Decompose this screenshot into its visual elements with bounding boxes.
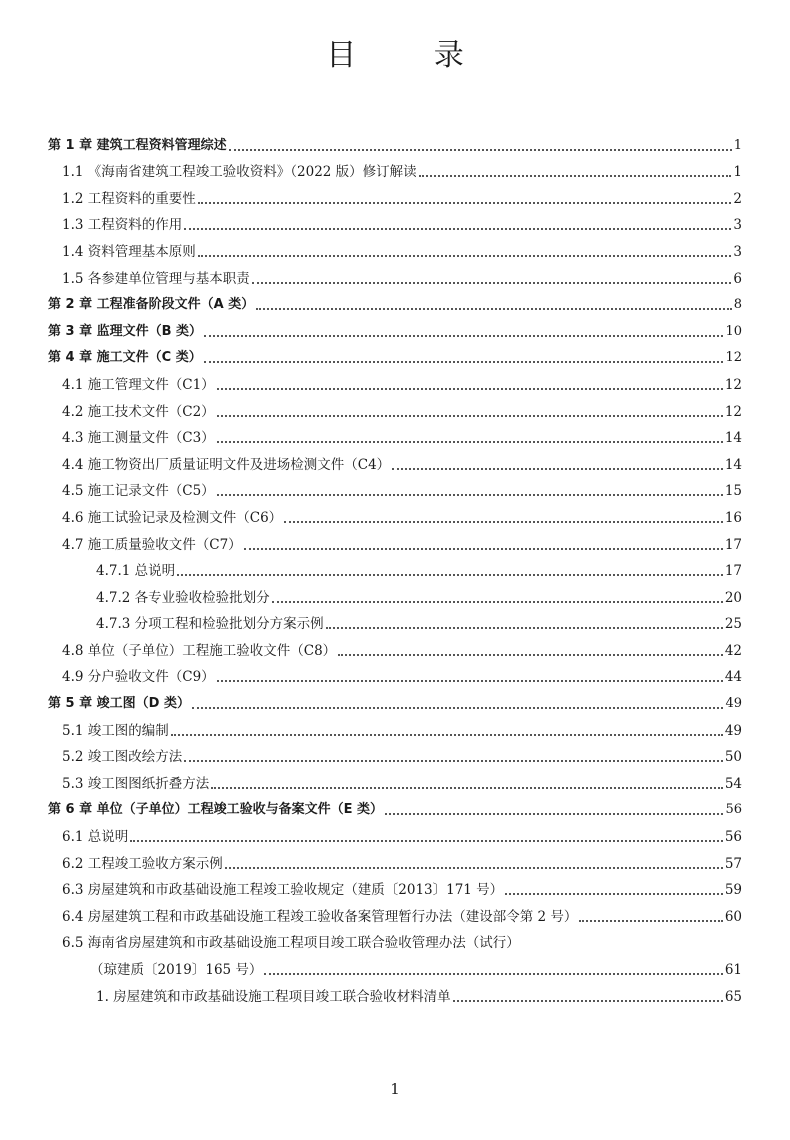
toc-entry-label: 1.5 各参建单位管理与基本职责 xyxy=(62,270,250,287)
toc-entry-label: 6.4 房屋建筑工程和市政基础设施工程竣工验收备案管理暂行办法（建设部令第 2 号） xyxy=(62,908,578,925)
toc-entry-label: 6.2 工程竣工验收方案示例 xyxy=(62,855,223,872)
toc-entry-label: 6.3 房屋建筑和市政基础设施工程竣工验收规定（建质〔2013〕171 号） xyxy=(62,882,504,899)
dot-leader xyxy=(256,308,732,310)
toc-entry[interactable] xyxy=(48,421,742,448)
toc-entry[interactable] xyxy=(48,181,742,208)
dot-leader xyxy=(204,335,723,337)
toc-entry-page: 14 xyxy=(724,456,742,473)
dot-leader xyxy=(579,920,722,922)
dot-leader xyxy=(184,760,723,762)
toc-entry[interactable] xyxy=(48,527,742,554)
toc-entry-label: 第 3 章 监理文件（B 类） xyxy=(48,323,203,339)
dot-leader xyxy=(225,867,723,869)
toc-entry-label: 第 2 章 工程准备阶段文件（A 类） xyxy=(48,297,255,313)
toc-entry[interactable] xyxy=(48,367,742,394)
toc-entry-page: 10 xyxy=(725,323,742,339)
toc-entry[interactable] xyxy=(48,660,742,687)
toc-entry[interactable] xyxy=(48,474,742,501)
page-title: 目 录 xyxy=(326,38,498,73)
toc-entry-page: 50 xyxy=(724,749,742,766)
dot-leader xyxy=(264,973,722,975)
toc-entry[interactable] xyxy=(48,713,742,740)
toc-entry-label: 第 4 章 施工文件（C 类） xyxy=(48,350,202,366)
toc-entry[interactable] xyxy=(48,633,742,660)
toc-entry-label: 5.1 竣工图的编制 xyxy=(62,722,169,739)
toc-entry-label: 1.2 工程资料的重要性 xyxy=(62,190,196,207)
toc-entry-page: 14 xyxy=(724,430,742,447)
toc-entry-page: 65 xyxy=(724,988,742,1005)
toc-entry-label: 1.3 工程资料的作用 xyxy=(62,217,183,234)
toc-entry-label: 1.4 资料管理基本原则 xyxy=(62,243,196,260)
toc-entry-label: 5.3 竣工图图纸折叠方法 xyxy=(62,775,210,792)
dot-leader xyxy=(211,787,723,789)
toc-entry-label: 第 5 章 竣工图（D 类） xyxy=(48,696,190,712)
toc-entry[interactable] xyxy=(48,819,742,846)
toc-entry-label: 1. 房屋建筑和市政基础设施工程项目竣工联合验收材料清单 xyxy=(96,988,451,1005)
toc-entry-page: 3 xyxy=(733,217,742,234)
toc-entry-label: 4.6 施工试验记录及检测文件（C6） xyxy=(62,509,283,526)
toc-entry-page: 17 xyxy=(724,536,742,553)
dot-leader xyxy=(198,202,732,204)
dot-leader xyxy=(217,415,723,417)
toc-entry-page: 49 xyxy=(724,722,742,739)
toc-entry-label: 4.3 施工测量文件（C3） xyxy=(62,430,215,447)
page-number: 1 xyxy=(390,1080,400,1098)
toc-entry[interactable] xyxy=(48,686,742,713)
toc-entry-page: 3 xyxy=(733,243,742,260)
toc-entry-label: 5.2 竣工图改绘方法 xyxy=(62,749,183,766)
toc-entry[interactable] xyxy=(48,128,742,155)
toc-entry[interactable] xyxy=(48,873,742,900)
toc-entry[interactable] xyxy=(48,288,742,315)
toc-entry-label: 4.7.1 总说明 xyxy=(96,563,176,580)
toc-entry-label: 4.4 施工物资出厂质量证明文件及进场检测文件（C4） xyxy=(62,456,391,473)
table-of-contents xyxy=(48,128,742,1006)
toc-entry-page: 56 xyxy=(725,802,742,818)
dot-leader xyxy=(326,627,723,629)
dot-leader xyxy=(217,441,723,443)
toc-entry-label: 4.7.2 各专业验收检验批划分 xyxy=(96,589,270,606)
toc-entry-page: 25 xyxy=(724,616,742,633)
toc-entry-page: 56 xyxy=(724,829,742,846)
toc-entry-page: 60 xyxy=(724,908,742,925)
toc-entry-label: 1.1 《海南省建筑工程竣工验收资料》（2022 版）修订解读 xyxy=(62,164,417,181)
toc-entry-page: 42 xyxy=(724,642,742,659)
toc-entry-page: 12 xyxy=(725,350,742,366)
toc-entry-label: 4.7 施工质量验收文件（C7） xyxy=(62,536,242,553)
dot-leader xyxy=(272,601,723,603)
dot-leader xyxy=(217,680,723,682)
toc-entry[interactable] xyxy=(48,899,742,926)
dot-leader xyxy=(252,282,732,284)
dot-leader xyxy=(130,840,723,842)
toc-entry-page: 12 xyxy=(724,376,742,393)
dot-leader xyxy=(192,707,724,709)
dot-leader xyxy=(505,893,723,895)
toc-entry-page: 15 xyxy=(724,483,742,500)
toc-entry-page: 8 xyxy=(733,297,742,313)
toc-entry[interactable] xyxy=(48,580,742,607)
toc-entry-page: 54 xyxy=(724,775,742,792)
toc-entry-page: 49 xyxy=(725,696,742,712)
toc-entry[interactable] xyxy=(48,846,742,873)
toc-entry[interactable] xyxy=(48,234,742,261)
toc-entry[interactable] xyxy=(48,394,742,421)
dot-leader xyxy=(184,228,731,230)
dot-leader xyxy=(217,494,723,496)
toc-entry[interactable] xyxy=(48,607,742,634)
toc-entry-page: 1 xyxy=(733,164,742,181)
toc-entry[interactable] xyxy=(48,447,742,474)
dot-leader xyxy=(284,521,723,523)
dot-leader xyxy=(244,548,723,550)
toc-entry[interactable] xyxy=(48,314,742,341)
toc-entry[interactable] xyxy=(48,740,742,767)
toc-entry-label: 4.2 施工技术文件（C2） xyxy=(62,403,215,420)
toc-entry[interactable] xyxy=(48,554,742,581)
toc-entry-label: 第 6 章 单位（子单位）工程竣工验收与备案文件（E 类） xyxy=(48,802,384,818)
toc-entry[interactable] xyxy=(48,208,742,235)
toc-entry-page: 59 xyxy=(724,882,742,899)
dot-leader xyxy=(392,468,723,470)
toc-entry[interactable] xyxy=(48,155,742,182)
dot-leader xyxy=(338,654,723,656)
toc-entry-label: （琼建质〔2019〕165 号） xyxy=(90,962,263,978)
dot-leader xyxy=(177,574,723,576)
dot-leader xyxy=(171,734,723,736)
toc-entry[interactable] xyxy=(48,793,742,820)
dot-leader xyxy=(198,255,732,257)
toc-entry-page: 2 xyxy=(733,190,742,207)
toc-entry-label: 4.7.3 分项工程和检验批划分方案示例 xyxy=(96,616,324,633)
toc-entry[interactable] xyxy=(48,500,742,527)
toc-entry-page: 1 xyxy=(733,137,742,153)
dot-leader xyxy=(217,388,723,390)
toc-entry-page: 17 xyxy=(724,563,742,580)
toc-entry-page: 6 xyxy=(733,270,742,287)
toc-entry-label: 4.8 单位（子单位）工程施工验收文件（C8） xyxy=(62,642,337,659)
toc-entry-page: 57 xyxy=(724,855,742,872)
toc-entry[interactable] xyxy=(48,952,742,979)
toc-entry[interactable] xyxy=(48,766,742,793)
toc-entry-page: 20 xyxy=(724,589,742,606)
toc-entry[interactable] xyxy=(48,341,742,368)
toc-entry-label: 第 1 章 建筑工程资料管理综述 xyxy=(48,137,227,153)
toc-entry[interactable] xyxy=(48,926,742,953)
toc-entry-label: 6.1 总说明 xyxy=(62,829,129,846)
toc-entry-label: 4.5 施工记录文件（C5） xyxy=(62,483,215,500)
dot-leader xyxy=(453,1000,723,1002)
dot-leader xyxy=(385,813,723,815)
toc-entry[interactable] xyxy=(48,261,742,288)
toc-entry-label: 6.5 海南省房屋建筑和市政基础设施工程项目竣工联合验收管理办法（试行） xyxy=(62,935,520,952)
toc-entry-page: 44 xyxy=(724,669,742,686)
dot-leader xyxy=(229,149,732,151)
toc-entry-page: 16 xyxy=(724,509,742,526)
toc-entry-label: 4.1 施工管理文件（C1） xyxy=(62,376,215,393)
dot-leader xyxy=(419,175,732,177)
dot-leader xyxy=(204,361,724,363)
toc-entry-label: 4.9 分户验收文件（C9） xyxy=(62,669,215,686)
toc-entry-page: 12 xyxy=(724,403,742,420)
toc-entry[interactable] xyxy=(48,979,742,1006)
toc-entry-page: 61 xyxy=(724,962,742,978)
